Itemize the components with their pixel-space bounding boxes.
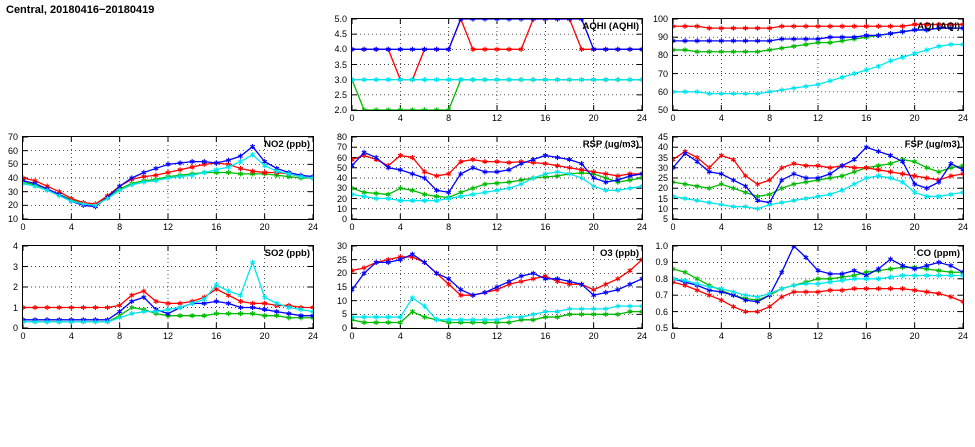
- x-tick-label: 24: [957, 331, 969, 341]
- y-tick-label: 60: [7, 145, 18, 156]
- y-tick-label: 4: [12, 241, 18, 251]
- x-tick-label: 12: [812, 113, 824, 123]
- x-tick-label: 0: [349, 113, 355, 123]
- y-tick-label: 4.0: [334, 44, 347, 55]
- x-tick-label: 4: [68, 222, 74, 232]
- y-tick-label: 3: [12, 261, 18, 272]
- y-tick-label: 70: [7, 132, 18, 142]
- y-tick-label: 2.5: [334, 89, 347, 100]
- y-tick-label: 0.5: [655, 323, 668, 333]
- x-tick-label: 24: [636, 113, 648, 123]
- y-tick-label: 0.8: [655, 273, 668, 284]
- y-tick-label: 5: [662, 214, 668, 224]
- x-tick-label: 8: [767, 331, 773, 341]
- series-markers: [673, 42, 963, 96]
- series-line: [352, 298, 642, 320]
- x-tick-label: 8: [767, 222, 773, 232]
- y-tick-label: 60: [336, 152, 347, 163]
- x-tick-label: 24: [636, 222, 648, 232]
- x-tick-label: 0: [349, 331, 355, 341]
- page-title: Central, 20180416−20180419: [6, 4, 155, 16]
- x-tick-label: 4: [718, 113, 724, 123]
- x-tick-label: 20: [588, 331, 599, 341]
- x-tick-label: 20: [909, 222, 920, 232]
- x-tick-label: 20: [588, 113, 599, 123]
- y-tick-label: 3.5: [334, 59, 347, 70]
- y-tick-label: 20: [336, 268, 347, 279]
- chart-title: AQI (AQI): [917, 21, 960, 32]
- x-tick-label: 12: [491, 222, 503, 232]
- y-tick-label: 30: [657, 162, 668, 173]
- y-tick-label: 10: [657, 203, 668, 214]
- x-tick-label: 16: [540, 222, 551, 232]
- y-tick-label: 35: [657, 152, 668, 163]
- y-tick-label: 30: [7, 186, 18, 197]
- y-tick-label: 1.0: [655, 241, 668, 251]
- x-tick-label: 8: [446, 113, 452, 123]
- y-tick-label: 5.0: [334, 14, 347, 24]
- x-tick-label: 4: [397, 331, 403, 341]
- x-tick-label: 16: [540, 331, 551, 341]
- x-tick-label: 4: [718, 222, 724, 232]
- y-tick-label: 40: [657, 142, 668, 153]
- y-tick-label: 0: [341, 323, 347, 333]
- x-tick-label: 12: [812, 222, 824, 232]
- x-tick-label: 0: [670, 331, 676, 341]
- y-tick-label: 40: [7, 173, 18, 183]
- y-tick-label: 50: [336, 162, 347, 173]
- plot-svg: [673, 19, 963, 110]
- x-tick-label: 24: [307, 331, 319, 341]
- chart-title: AQHI (AQHI): [582, 21, 639, 32]
- y-tick-label: 60: [657, 86, 668, 97]
- x-tick-label: 4: [397, 222, 403, 232]
- y-tick-label: 4.5: [334, 29, 347, 40]
- plot-svg: [352, 19, 642, 110]
- x-tick-label: 8: [117, 222, 123, 232]
- y-tick-label: 70: [336, 142, 347, 153]
- x-tick-label: 20: [259, 222, 270, 232]
- y-tick-label: 30: [336, 183, 347, 194]
- y-tick-label: 10: [336, 203, 347, 214]
- x-tick-label: 16: [211, 222, 222, 232]
- y-tick-label: 2.0: [334, 105, 347, 115]
- y-tick-label: 90: [657, 32, 668, 43]
- x-tick-label: 24: [636, 331, 648, 341]
- y-tick-label: 20: [336, 193, 347, 204]
- y-tick-label: 3.0: [334, 74, 347, 85]
- y-tick-label: 15: [336, 282, 347, 292]
- y-tick-label: 5: [341, 309, 347, 320]
- x-tick-label: 24: [957, 222, 969, 232]
- x-tick-label: 12: [812, 331, 824, 341]
- y-tick-label: 80: [336, 132, 347, 142]
- x-tick-label: 16: [540, 113, 551, 123]
- series-markers: [352, 170, 642, 200]
- chart-title: RSP (ug/m3): [582, 139, 639, 150]
- y-tick-label: 50: [7, 159, 18, 170]
- y-tick-label: 70: [657, 68, 668, 79]
- x-tick-label: 12: [491, 331, 503, 341]
- x-tick-label: 4: [68, 331, 74, 341]
- x-tick-label: 8: [767, 113, 773, 123]
- x-tick-label: 16: [861, 113, 872, 123]
- x-tick-label: 24: [307, 222, 319, 232]
- x-tick-label: 0: [349, 222, 355, 232]
- x-tick-label: 4: [718, 331, 724, 341]
- x-tick-label: 4: [397, 113, 403, 123]
- y-tick-label: 25: [657, 173, 668, 183]
- x-tick-label: 0: [20, 331, 26, 341]
- y-tick-label: 45: [657, 132, 668, 142]
- y-tick-label: 25: [336, 254, 347, 265]
- x-tick-label: 20: [909, 113, 920, 123]
- x-tick-label: 8: [446, 222, 452, 232]
- x-tick-label: 20: [259, 331, 270, 341]
- chart-title: FSP (ug/m3): [904, 139, 960, 150]
- y-tick-label: 0.9: [655, 257, 668, 268]
- x-tick-label: 0: [670, 222, 676, 232]
- y-tick-label: 10: [336, 295, 347, 306]
- y-tick-label: 0: [341, 214, 347, 224]
- y-tick-label: 0.7: [655, 290, 668, 301]
- chart-title: NO2 (ppb): [264, 139, 310, 150]
- y-tick-label: 0: [12, 323, 18, 333]
- y-tick-label: 30: [336, 241, 347, 251]
- x-tick-label: 16: [861, 331, 872, 341]
- y-tick-label: 40: [336, 173, 347, 183]
- y-tick-label: 0.6: [655, 306, 668, 317]
- x-tick-label: 24: [957, 113, 969, 123]
- x-tick-label: 20: [588, 222, 599, 232]
- y-tick-label: 10: [7, 214, 18, 224]
- x-tick-label: 12: [162, 331, 174, 341]
- y-tick-label: 100: [652, 14, 668, 24]
- y-tick-label: 20: [7, 200, 18, 211]
- x-tick-label: 20: [909, 331, 920, 341]
- y-tick-label: 15: [657, 193, 668, 204]
- x-tick-label: 16: [211, 331, 222, 341]
- y-tick-label: 80: [657, 50, 668, 61]
- x-tick-label: 12: [491, 113, 503, 123]
- y-tick-label: 2: [12, 282, 18, 292]
- x-tick-label: 0: [20, 222, 26, 232]
- y-tick-label: 20: [657, 183, 668, 194]
- y-tick-label: 1: [12, 302, 18, 313]
- x-tick-label: 8: [446, 331, 452, 341]
- x-tick-label: 8: [117, 331, 123, 341]
- y-tick-label: 50: [657, 105, 668, 115]
- chart-title: O3 (ppb): [599, 248, 639, 259]
- x-tick-label: 12: [162, 222, 174, 232]
- chart-title: SO2 (ppb): [264, 248, 310, 259]
- x-tick-label: 0: [670, 113, 676, 123]
- x-tick-label: 16: [861, 222, 872, 232]
- chart-title: CO (ppm): [916, 248, 960, 259]
